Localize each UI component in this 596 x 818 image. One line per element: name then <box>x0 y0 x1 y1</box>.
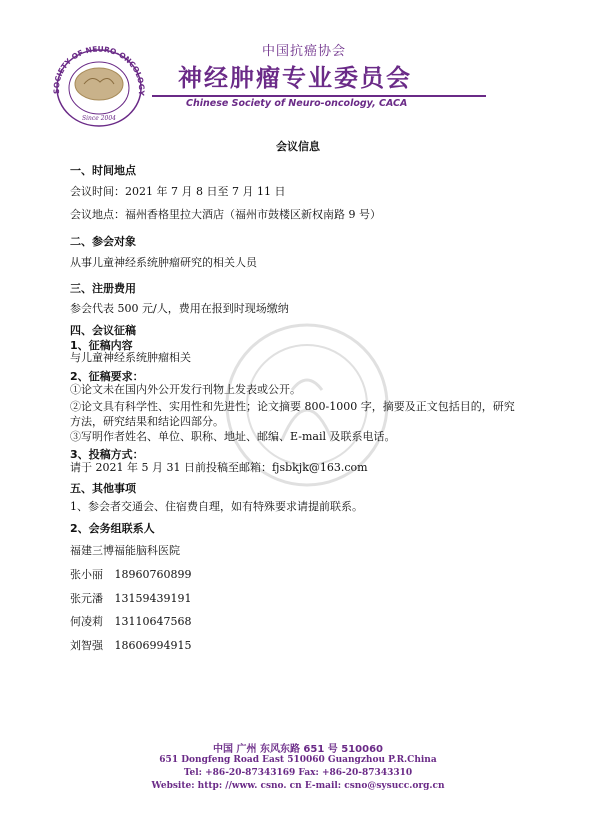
logo-since-text: Since 2004 <box>82 115 116 122</box>
org-name-english: Chinese Society of Neuro-oncology, CACA <box>186 98 408 109</box>
contact-row <box>70 592 191 606</box>
paper-content-text: 与儿童神经系统肿瘤相关 <box>70 351 191 364</box>
meeting-time: 会议时间：2021 年 7 月 8 日至 7 月 11 日 <box>70 185 286 198</box>
contact-name: 张元潘 <box>70 592 103 605</box>
contact-phone: 18960760899 <box>114 568 192 581</box>
header-divider <box>152 95 486 97</box>
section-heading-other: 五、其他事项 <box>70 482 136 495</box>
contact-name: 张小丽 <box>70 568 103 581</box>
requirement-1: ①论文未在国内外公开发行刊物上发表或公开。 <box>70 383 301 396</box>
requirement-3: ③写明作者姓名、单位、职称、地址、邮编、E-mail 及联系电话。 <box>70 430 396 443</box>
footer-tel-fax: Tel: +86-20-87343169 Fax: +86-20-87343310 <box>183 768 413 778</box>
contact-row <box>70 615 191 629</box>
contact-name: 刘智强 <box>70 639 103 652</box>
org-name-top: 中国抗癌协会 <box>262 44 347 59</box>
submission-text: 请于 2021 年 5 月 31 日前投稿至邮箱：fjsbkjk@163.com <box>70 461 368 474</box>
logo-ring-text: SOCIETY OF NEURO-ONCOLOGY <box>51 44 147 97</box>
section-heading-papers: 四、会议征稿 <box>70 324 136 337</box>
document-title: 会议信息 <box>276 140 320 153</box>
subheading-submission: 3、投稿方式： <box>70 448 144 461</box>
contact-phone: 13110647568 <box>114 615 192 628</box>
requirement-2-line1: ②论文具有科学性、实用性和先进性；论文摘要 800-1000 字，摘要及正文包括目的，研究 <box>70 400 515 413</box>
subheading-paper-requirements: 2、征稿要求： <box>70 370 144 383</box>
footer-address-cn: 中国 广州 东风东路 651 号 510060 <box>212 744 384 755</box>
contact-phone: 18606994915 <box>114 639 192 652</box>
attendees-text: 从事儿童神经系统肿瘤研究的相关人员 <box>70 256 257 269</box>
section-heading-attendees: 二、参会对象 <box>70 235 136 248</box>
society-logo <box>44 40 154 130</box>
contact-phone: 13159439191 <box>114 592 192 605</box>
hospital-name: 福建三博福能脑科医院 <box>70 544 180 557</box>
contact-name: 何凌莉 <box>70 615 103 628</box>
requirement-2-line2: 方法，研究结果和结论四部分。 <box>70 415 224 428</box>
other-item-1: 1、参会者交通会、住宿费自理，如有特殊要求请提前联系。 <box>70 500 363 513</box>
subheading-paper-content: 1、征稿内容 <box>70 339 133 352</box>
subheading-contacts: 2、会务组联系人 <box>70 522 155 535</box>
section-heading-time-location: 一、时间地点 <box>70 164 136 177</box>
meeting-venue: 会议地点：福州香格里拉大酒店（福州市鼓楼区新权南路 9 号） <box>70 208 381 221</box>
org-name-main: 神经肿瘤专业委员会 <box>178 64 412 92</box>
contact-row <box>70 639 191 653</box>
footer-web-email: Website: http: //www. csno. cn E-mail: csno@sysucc.org.cn <box>151 781 445 791</box>
fees-text: 参会代表 500 元/人，费用在报到时现场缴纳 <box>70 302 289 315</box>
section-heading-fees: 三、注册费用 <box>70 282 136 295</box>
footer-address-en: 651 Dongfeng Road East 510060 Guangzhou P.R.China <box>159 755 437 765</box>
contact-row <box>70 568 191 582</box>
